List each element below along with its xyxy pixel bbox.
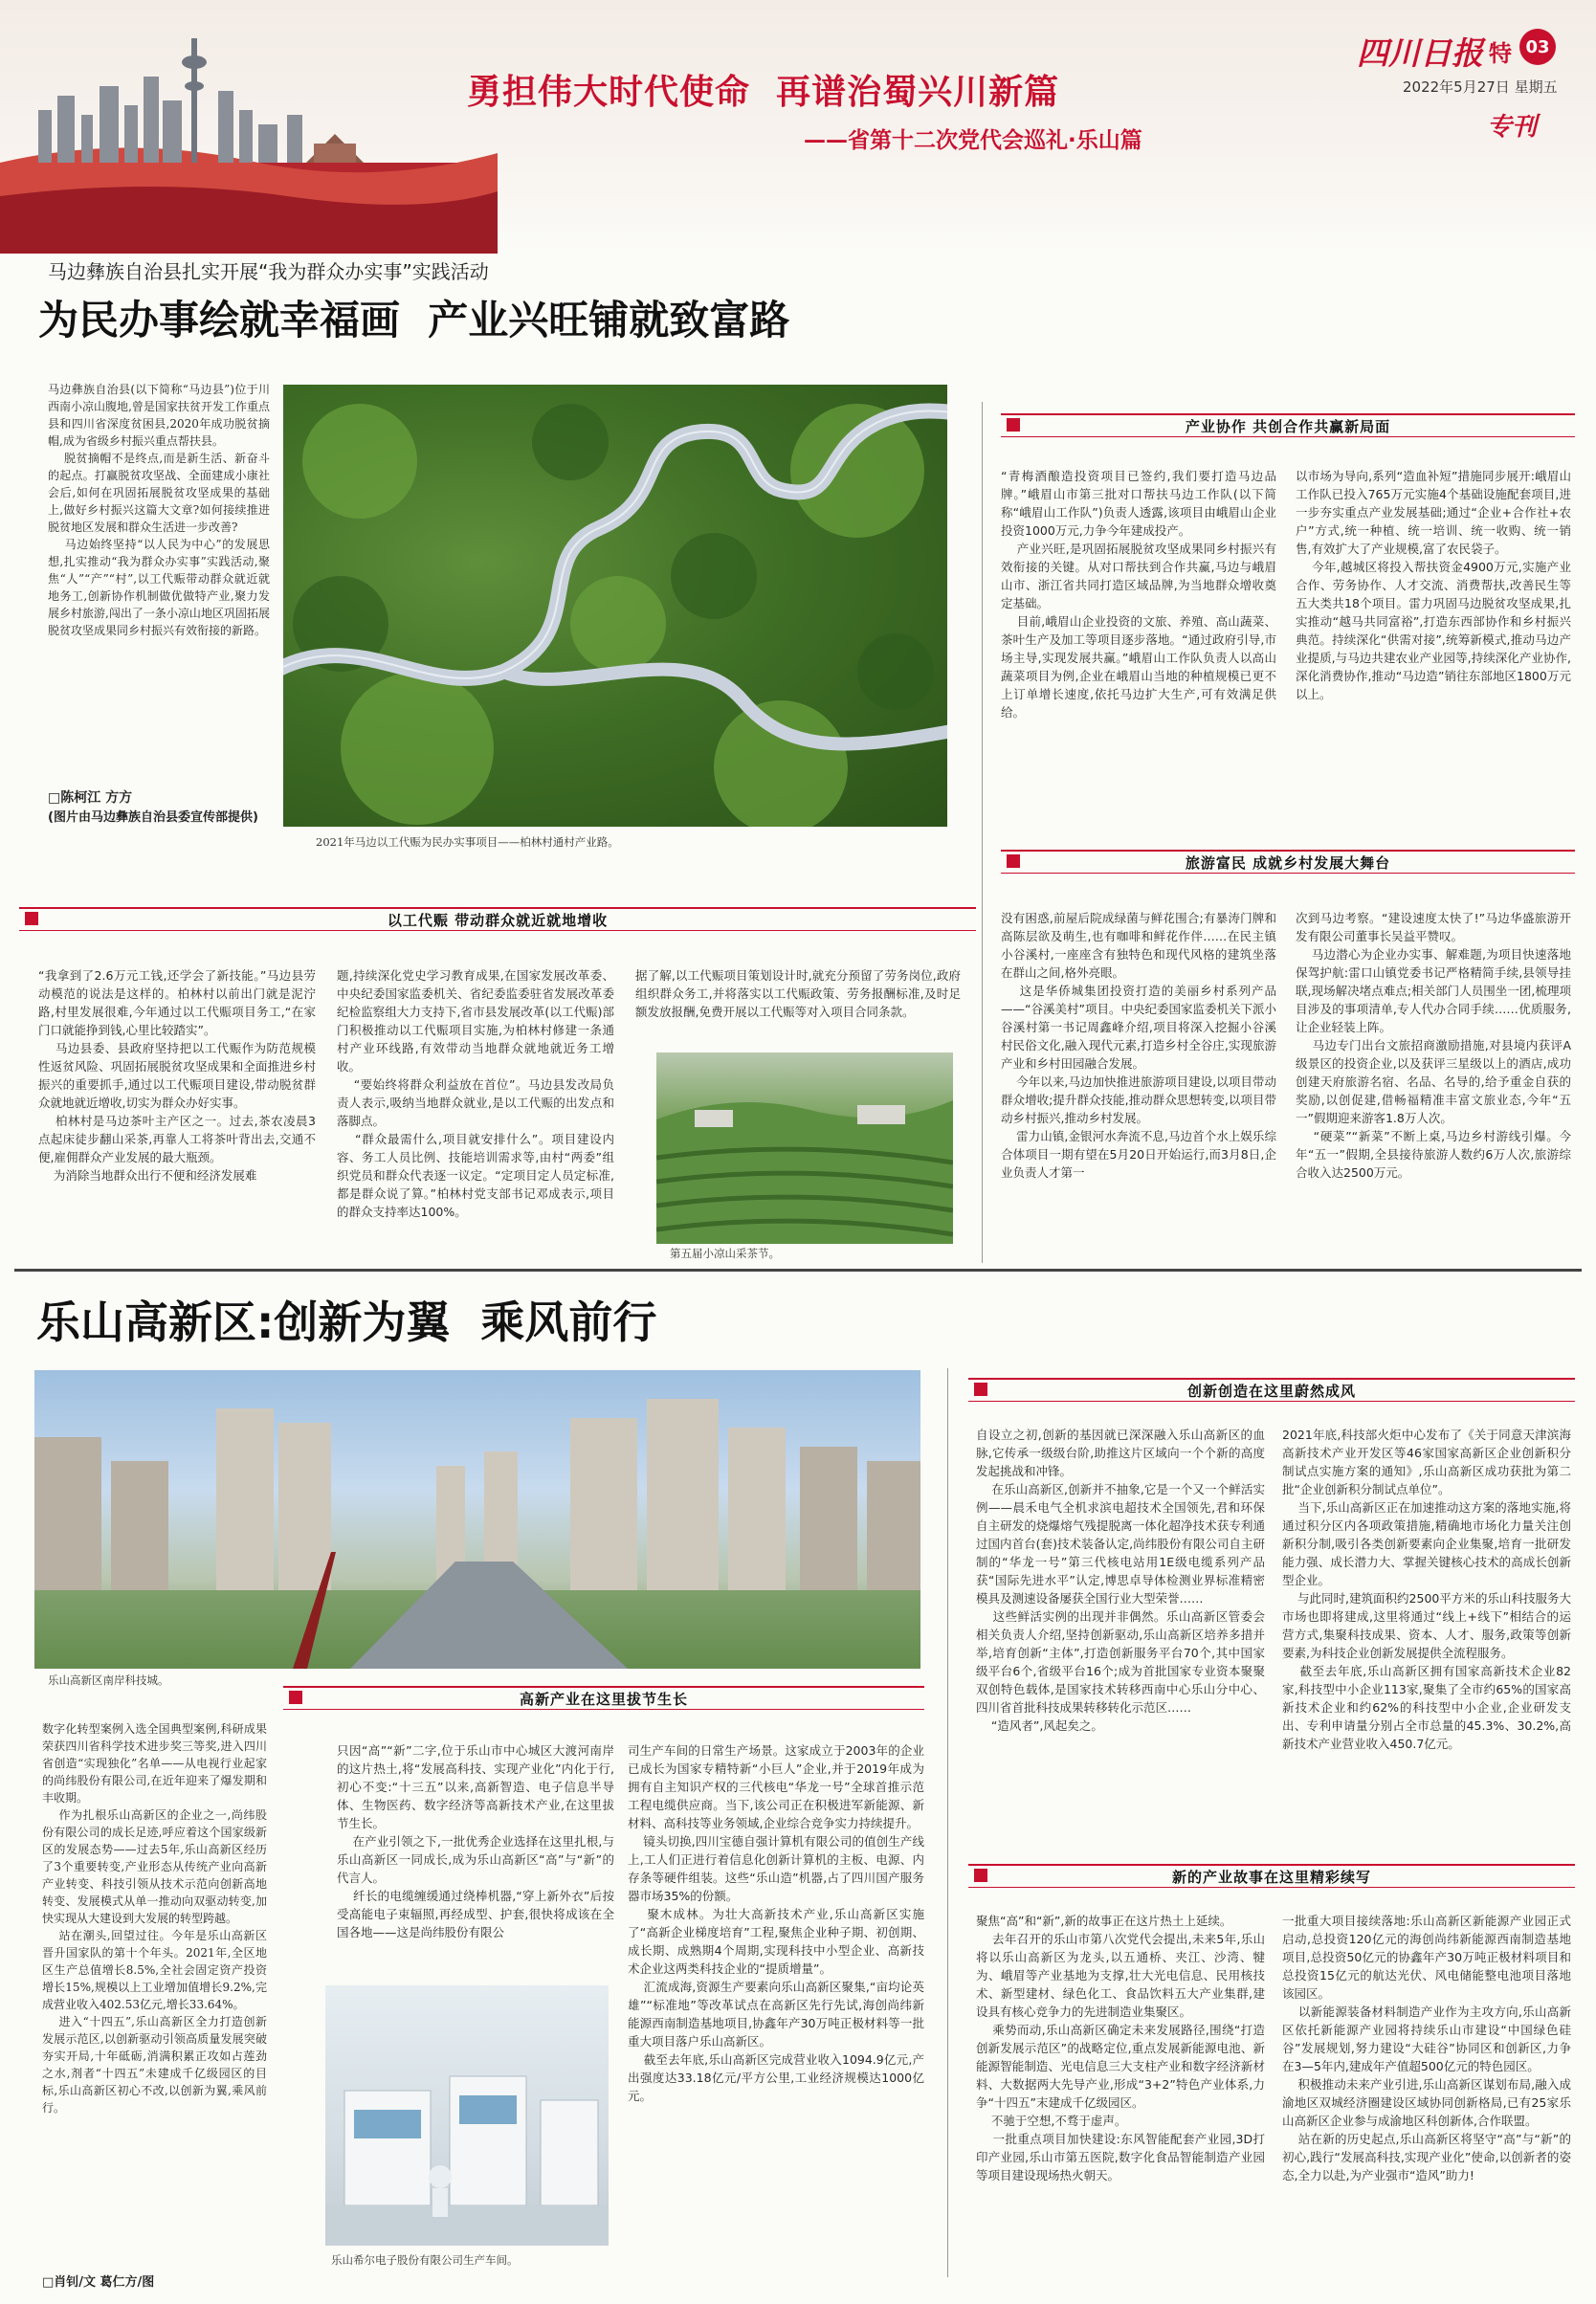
workshop-illustration <box>325 1985 609 2246</box>
section-bar-hitech <box>283 1686 924 1710</box>
skyline-illustration <box>0 19 498 254</box>
article1-photo-caption: 2021年马边以工代赈为民办实事项目——柏林村通村产业路。 <box>316 835 619 849</box>
article2-title: 乐山高新区:创新为翼 乘风前行 <box>36 1296 657 1348</box>
tea-photo-caption: 第五届小凉山采茶节。 <box>670 1247 780 1260</box>
section-label: 高新产业在这里拔节生长 <box>506 1689 701 1709</box>
section-marker <box>1007 854 1020 868</box>
page-number: 03 <box>1525 36 1550 57</box>
sec3-col2: 次到马边考察。“建设速度太快了!”马边华盛旅游开发有限公司董事长吴益平赞叹。 马边潜心为企业办实事、解难题,为项目快速落地保驾护航:雷口山镇党委书记严格精简手续,县领导挂联,现场解决堵点难点;相关部门人员围坐一团,梳理项目涉及的事项清单,专人代办合同手续……优质服务,让企业轻装上阵。 马边专门出台文旅招商激励措施,对县境内获评A级景区的投资企业,以及获评三星级以上的酒店,成功创建天府旅游名宿、名品、名导的,给予重金自获的奖励,以创促建,借畅福精准丰富文旅业态,今年“五一”假期迎来游客1.8万人次。 “硬菜”“新菜”不断上桌,马边乡村游线引爆。今年“五一”假期,全县接待旅游人数约6万人次,旅游综合收入达2500万元。 <box>1296 911 1571 1180</box>
section-bar-tourism <box>1001 850 1575 874</box>
article2-photo-caption: 乐山高新区南岸科技城。 <box>48 1673 169 1687</box>
section-label: 产业协作 共创合作共赢新局面 <box>1172 416 1404 436</box>
section-marker <box>974 1869 987 1882</box>
sec2-col2: 以市场为导向,系列“造血补短”措施同步展开:峨眉山工作队已投入765万元实施4个基础设施配套项目,进一步夯实重点产业发展基础;通过“企业+合作社+农户”方式,统一种植、统一培训、统一收购、统一销售,有效扩大了产业规模,富了农民袋子。 今年,越城区将投入帮扶资金4900万元,实施产业合作、劳务协作、人才交流、消费帮扶,改善民生等五大类共18个项目。雷力巩固马边脱贫攻坚成果,扎实推动“越马共同富裕”,打造东西部协作和乡村振兴典范。持续深化“供需对接”,统筹新模式,推动马边产业提质,与马边共建农业产业园等,持续深化产业协作,深化消费协作,推动“马边造”销往东部地区1800万元以上。 <box>1296 469 1571 701</box>
winding-road-illustration <box>283 385 947 827</box>
column-divider <box>982 402 983 1263</box>
subhead: ——省第十二次党代会巡礼·乐山篇 <box>804 128 1142 153</box>
section-marker <box>974 1383 987 1396</box>
factory-photo-caption: 乐山希尔电子股份有限公司生产车间。 <box>331 2253 519 2267</box>
sec5-col2: 2021年底,科技部火炬中心发布了《关于同意天津滨海高新技术产业开发区等46家国家高新区企业创新积分制试点实施方案的通知》,乐山高新区成功获批为第二批“企业创新积分制试点单位”。 当下,乐山高新区正在加速推动这方案的落地实施,将通过积分区内各项政策措施,精确地市场化力量关注创新积分制,吸引各类创新要素向企业集聚,培育一批研发能力强、成长潜力大、掌握关键核心技术的高成长创新型企业。 与此同时,建筑面积约2500平方米的乐山科技服务大市场也即将建成,这里将通过“线上+线下”相结合的运营方式,集聚科技成果、资本、人才、服务,政策等创新要素,为科技企业创新发展提供全流程服务。 截至去年底,乐山高新区拥有国家高新技术企业82家,科技型中小企业113家,聚集了全市约65%的国家高新技术企业和约62%的科技型中小企业,企业研发支出、专利申请量分别占全市总量的45.3%、30.2%,高新技术产业营业收入450.7亿元。 <box>1282 1428 1571 1751</box>
section-marker <box>289 1691 302 1704</box>
sec6-col1: 聚焦“高”和“新”,新的故事正在这片热土上延续。 去年召开的乐山市第八次党代会提出,未来5年,乐山将以乐山高新区为龙头,以五通桥、夹江、沙湾、犍为、峨眉等产业基地为支撑,壮大光电信息、民用核技术、新型建材、绿色化工、食品饮料五大产业集群,建设具有核心竞争力的先进制造业集聚区。 乘势而动,乐山高新区确定未来发展路径,围绕“打造创新发展示范区”的战略定位,重点发展新能源电池、新能源智能制造、光电信息三大支柱产业和数字经济新材料、大数据两大先导产业,形成“3+2”特色产业体系,力争“十四五”末建成千亿级园区。 不驰于空想,不骛于虚声。 一批重点项目加快建设:东风智能配套产业园,3D打印产业园,乐山市第五医院,数字化食品智能制造产业园等项目建设现场热火朝天。 <box>976 1914 1265 2182</box>
section-bar-innovation <box>968 1378 1575 1402</box>
section-label: 创新创造在这里蔚然成风 <box>1174 1381 1369 1401</box>
tea-field-illustration <box>656 1052 953 1244</box>
sec3-col1: 没有困惑,前屋后院成绿菌与鲜花围合;有暴涛门牌和高陈层欲及萌生,也有咖啡和鲜花作伴……在民主镇小谷溪村,一座座含有独特色和现代风格的建筑坐落在群山之间,格外亮眼。 这是华侨城集团投资打造的美丽乡村系列产品——“谷溪美村”项目。中央纪委国家监委机关下派小谷溪村第一书记周鑫峰介绍,项目将深入挖掘小谷溪村民俗文化,融入现代元素,打造乡村全谷庄,实现旅游产业和乡村田园融合发展。 今年以来,马边加快推进旅游项目建设,以项目带动群众增收;提升群众技能,推动群众思想转变,以项目带动乡村振兴,推动乡村发展。 雷力山镇,金银河水奔流不息,马边首个水上娱乐综合体项目一期有望在5月20日开始运行,而3月8日,企业负责人才第一 <box>1001 911 1276 1180</box>
sec2-col1: “青梅酒酿造投资项目已签约,我们要打造马边品牌。”峨眉山市第三批对口帮扶马边工作队(以下简称“峨眉山工作队”)负责人透露,该项目由峨眉山企业投资1000万元,力争今年建成投产。 产业兴旺,是巩固拓展脱贫攻坚成果同乡村振兴有效衔接的关键。从对口帮扶到合作共赢,马边与峨眉山市、浙江省共同打造区域品牌,为当地群众增收奠定基础。 目前,峨眉山企业投资的文旅、养殖、高山蔬菜、茶叶生产及加工等项目逐步落地。“通过政府引导,市场主导,实现发展共赢。”峨眉山工作队负责人以高山蔬菜项目为例,企业在峨眉山当地的种植规模已更不上订单增长速度,依托马边扩大生产,可有效满足供给。 <box>1001 469 1276 720</box>
column-divider <box>947 1368 948 2277</box>
article1-title: 为民办事绘就幸福画 产业兴旺铺就致富路 <box>38 297 790 343</box>
article1-main-photo <box>283 385 947 827</box>
sec4-col1: 只因“高”“新”二字,位于乐山市中心城区大渡河南岸的这片热土,将“发展高科技、实现产业化”内化于行,初心不变:“十三五”以来,高新智造、电子信息半导体、生物医药、数字经济等高新技术产业,在这里拔节生长。 在产业引领之下,一批优秀企业选择在这里扎根,与乐山高新区一同成长,成为乐山高新区“高”与“新”的代言人。 纤长的电缆缠缓通过绕棒机器,“穿上新外衣”后按受高能电子束辐照,再经成型、护套,很快将成该在全国各地——这是尚纬股份有限公 <box>337 1743 614 1939</box>
masthead: 四川日报 <box>1357 34 1483 72</box>
article1-photo-credit: (图片由马边彝族自治县委宣传部提供) <box>48 810 258 825</box>
article1-byline: □陈柯江 方方 <box>48 790 133 806</box>
sec5-col1: 自设立之初,创新的基因就已深深融入乐山高新区的血脉,它传承一级级台阶,助推这片区域向一个个新的高度发起挑战和冲锋。 在乐山高新区,创新并不抽象,它是一个又一个鲜活实例——晨禾电气全机求滨电超技术全国领先,君和环保自主研发的烧爆熔气残提脱离一体化超净技术获专利通过国内首台(套)技术装备认定,尚纬股份有限公司自主研制的“华龙一号”第三代核电站用1E级电缆系列产品获“国际先进水平”认定,博思卓导体检测业界标准精密模具及测速设备屡获全国行业大型荣誉…… 这些鲜活实例的出现并非偶然。乐山高新区管委会相关负责人介绍,坚持创新驱动,乐山高新区培养多措并举,培育创新“主体”,打造创新服务平台70个,其中国家级平台6个,省级平台16个;成为首批国家专业资本聚聚双创特色载体,是国家技术转移西南中心乐山分中心、四川省首批科技成果转移转化示范区…… “造风者”,风起矣之。 <box>976 1428 1265 1733</box>
page-number-badge <box>1519 29 1556 65</box>
factory-photo <box>325 1985 609 2246</box>
tea-festival-photo <box>656 1052 953 1244</box>
section-bar-industry <box>1001 413 1575 437</box>
section-bar-newstory <box>968 1864 1575 1888</box>
sec6-col2: 一批重大项目接续落地:乐山高新区新能源产业园正式启动,总投资120亿元的海创尚纬新能源西南制造基地项目,总投资50亿元的协鑫年产30万吨正极材料项目和总投资15亿元的航达光伏、风电储能整电池项目落地该园区。 以新能源装备材料制造产业作为主攻方向,乐山高新区依托新能源产业园将持续乐山市建设“中国绿色硅谷”发展规划,努力建设“大硅谷”协同区和创新区,力争在3—5年内,建成年产值超500亿元的特色园区。 积极推动未来产业引进,乐山高新区谋划布局,融入成渝地区双城经济圈建设区域协同创新格局,已有25家乐山高新区企业参与成渝地区科创新体,合作联盟。 站在新的历史起点,乐山高新区将坚守“高”与“新”的初心,践行“发展高科技,实现产业化”使命,以创新者的姿态,全力以赴,为产业强市“造风”助力! <box>1282 1914 1571 2182</box>
section-label: 以工代赈 带动群众就近就地增收 <box>374 910 621 930</box>
article2-main-photo <box>34 1370 920 1669</box>
article1-intro: 马边彝族自治县(以下简称“马边县”)位于川西南小凉山腹地,曾是国家扶贫开发工作重点县和四川省深度贫困县,2020年成功脱贫摘帽,成为省级乡村振兴重点帮扶县。 脱贫摘帽不是终点,而是新生活、新奋斗的起点。打赢脱贫攻坚战、全面建成小康社会后,如何在巩固拓展脱贫攻坚成果的基础上,做好乡村振兴这篇大文章?如何接续推进脱贫地区发展和群众生活进一步改善? 马边始终坚持“以人民为中心”的发展思想,扎实推动“我为群众办实事”实践活动,聚焦“人”“产”“村”,以工代赈带动群众就近就地务工,创新协作机制做优做特产业,聚力发展乡村旅游,闯出了一条小凉山地区巩固拓展脱贫攻坚成果同乡村振兴有效衔接的新路。 <box>48 383 270 637</box>
section-bar-workrelief <box>19 907 976 931</box>
section-marker <box>25 912 38 925</box>
article2-intro: 数字化转型案例入选全国典型案例,科研成果荣获四川省科学技术进步奖三等奖,进入四川省创造“实现独化”名单——从电视行业起家的尚纬股份有限公司,在近年迎来了爆发期和丰收期。 作为扎根乐山高新区的企业之一,尚纬股份有限公司的成长足迹,呼应着这个国家级新区的发展态势——过去5年,乐山高新区经历了3个重要转变,产业形态从传统产业向高新产业转变、科技引领从技术示范向创新高地转变、发展模式从单一推动向双驱动转变,加快实现从大建设到大发展的转型跨越。 站在潮头,回望过往。今年是乐山高新区晋升国家队的第十个年头。2021年,全区地区生产总值增长8.5%,全社会固定资产投资增长15%,规模以上工业增加值增长9.2%,完成营业收入402.53亿元,增长33.64%。 进入“十四五”,乐山高新区全力打造创新发展示范区,以创新驱动引领高质量发展突破夯实开局,十年砥砺,消满积累正攻如占莲劲之水,剂者“十四五”未建成千亿级园区的目标,乐山高新区初心不改,以创新为翼,乘风前行。 <box>42 1722 267 2115</box>
section-label: 新的产业故事在这里精彩续写 <box>1159 1867 1385 1887</box>
article1-kicker: 马边彝族自治县扎实开展“我为群众办实事”实践活动 <box>48 260 489 283</box>
zhuankan-label: 专刊 <box>1487 113 1538 142</box>
sec1-col3: 据了解,以工代赈项目策划设计时,就充分预留了劳务岗位,政府组织群众务工,并将落实以工代赈政策、劳务报酬标准,及时足额发放报酬,免费开展以工代赈等对入项目合同条款。 <box>635 968 961 1019</box>
issue-date: 2022年5月27日 星期五 <box>1403 78 1558 96</box>
headline: 勇担伟大时代使命 再谱治蜀兴川新篇 <box>467 73 1060 112</box>
section-label: 旅游富民 成就乡村发展大舞台 <box>1172 853 1404 873</box>
article2-byline: □肖钊/文 葛仁方/图 <box>42 2275 155 2290</box>
sec1-col2: 题,持续深化党史学习教育成果,在国家发展改革委、中央纪委国家监委机关、省纪委监委驻省发展改革委纪检监察组大力支持下,省市县发展改革(以工代赈)部门积极推动以工代赈项目实施,为柏林村修建一条通村产业环线路,有效带动当地群众就地就近务工增收。 “要始终将群众利益放在首位”。马边县发改局负责人表示,吸纳当地群众就业,是以工代赈的出发点和落脚点。 “群众最需什么,项目就安排什么”。项目建设内容、务工人员比例、技能培训需求等,由村“两委”组织党员和群众代表逐一议定。“定项目定人员定标准,都是群众说了算。”柏林村党支部书记邓成表示,项目的群众支持率达100%。 <box>337 968 614 1219</box>
city-skyline-illustration <box>34 1370 920 1669</box>
sec4-col2: 司生产车间的日常生产场景。这家成立于2003年的企业已成长为国家专精特新“小巨人”企业,并于2019年成为拥有自主知识产权的三代核电“华龙一号”全球首推示范工程电缆供应商。当下,该公司正在积极进军新能源、新材料、高科技等业务领域,企业综合竞争实力持续提升。 镜头切换,四川宝德自强计算机有限公司的值创生产线上,工人们正进行着信息化创新计算机的主板、电源、内存条等硬件组装。这些“乐山造”机器,占了四川国产服务器市场35%的份额。 聚木成林。为壮大高新技术产业,乐山高新区实施了“高新企业梯度培育”工程,聚焦企业种子期、初创期、成长期、成熟期4个周期,实现科技中小型企业、高新技术企业这两类科技企业的“提质增量”。 汇流成海,资源生产要素向乐山高新区聚集,“亩均论英雄”“标准地”等改革试点在高新区先行先试,海创尚纬新能源西南制造基地项目,协鑫年产30万吨正极材料等一批重大项目落户乐山高新区。 截至去年底,乐山高新区完成营业收入1094.9亿元,产出强度达33.18亿元/平方公里,工业经济规模达1000亿元。 <box>628 1743 924 2103</box>
section-marker <box>1007 418 1020 432</box>
sec1-col1: “我拿到了2.6万元工钱,还学会了新技能。”马边县劳动模范的说法是这样的。柏林村以前出门就是泥泞路,村里发展很难,今年通过以工代赈项目务工,“在家门口就能挣到钱,心里比较踏实”。 马边县委、县政府坚持把以工代赈作为防范规模性返贫风险、巩固拓展脱贫攻坚成果和全面推进乡村振兴的重要抓手,通过以工代赈项目建设,带动脱贫群众就地就近增收,切实为群众办好实事。 柏林村是马边茶叶主产区之一。过去,茶农凌晨3点起床徒步翻山采茶,再靠人工将茶叶背出去,交通不便,雇佣群众产业发展的最大瓶颈。 为消除当地群众出行不便和经济发展难 <box>38 968 316 1183</box>
article-divider <box>14 1269 1582 1272</box>
special-label: 特 <box>1489 40 1512 67</box>
